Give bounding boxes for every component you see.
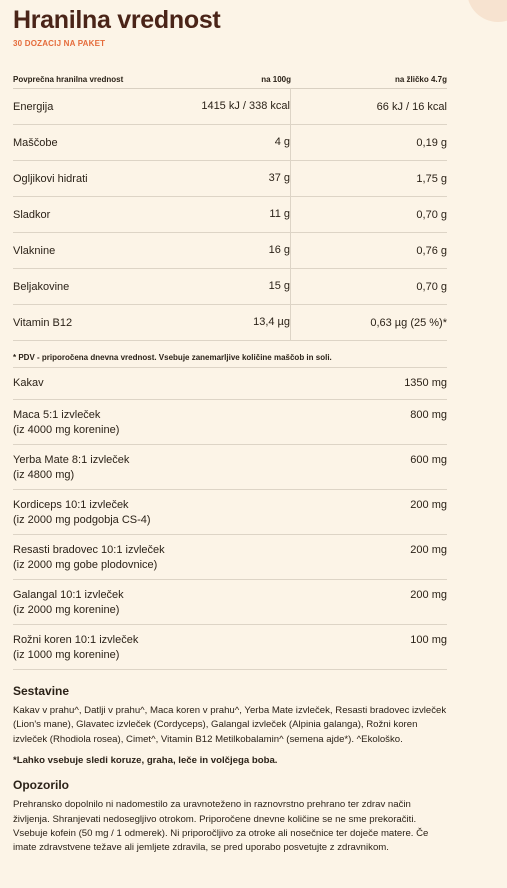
nutrient-per-serving: 0,76 g [416,244,447,257]
ingredient-row [13,368,447,400]
nutrition-row [13,197,447,233]
ingredient-name [13,633,263,669]
ingredient-amount: 200 mg [410,589,447,601]
nutrient-per-100g: 16 g [191,233,291,268]
nutrient-name: Vitamin B12 [13,316,73,329]
ingredient-name [13,408,263,444]
nutrition-table [13,72,447,368]
nutrient-per-serving: 0,63 µg (25 %)* [370,316,447,329]
nutrient-name: Beljakovine [13,280,70,293]
ingredient-line2: (iz 4000 mg korenine) [13,424,120,436]
nutrition-row [13,233,447,269]
nutrition-panel [13,0,447,856]
ingredient-row [13,400,447,445]
nutrient-per-100g: 11 g [191,197,291,232]
header-nutrient: Povprečna hranilna vrednost [13,74,124,84]
ingredient-row [13,445,447,490]
ingredient-row [13,490,447,535]
nutrition-row [13,269,447,305]
ingredient-amount: 1350 mg [404,377,447,389]
header-per-serving: na žličko 4.7g [394,74,447,84]
ingredient-line1: Kordiceps 10:1 izvleček [13,499,129,511]
ingredient-amount: 600 mg [410,454,447,466]
nutrient-name: Ogljikovi hidrati [13,172,88,185]
ingredient-line1: Resasti bradovec 10:1 izvleček [13,544,165,556]
ingredient-name [13,588,263,624]
ingredient-line2: (iz 2000 mg korenine) [13,604,120,616]
nutrient-name: Maščobe [13,136,58,149]
nutrition-table-header [13,72,447,89]
nutrient-per-serving: 1,75 g [416,172,447,185]
ingredient-name [13,376,263,399]
sestavine-text: Kakav v prahu^, Datlji v prahu^, Maca koren v prahu^, Yerba Mate izvleček, Resasti bradovec izvleček (Lion's mane), Glavatec izvleček (Cordyceps), Galangal izvleček (Alpinia galanga), Rožni koren izvleček (Rhodiola rosea), Cimet^, Vitamin B12 Metilkobalamin^ (semena ajde*). ^Ekološko. [13,705,447,745]
ingredient-row [13,625,447,670]
ingredient-amount: 800 mg [410,409,447,421]
nutrient-per-100g: 15 g [191,269,291,304]
ingredient-line2: (iz 1000 mg korenine) [13,649,120,661]
pdv-footnote: * PDV - priporočena dnevna vrednost. Vsebuje zanemarljive količine maščob in soli. [13,349,447,368]
ingredient-name [13,453,263,489]
nutrient-per-100g: 13,4 µg [191,305,291,340]
ingredient-amount: 200 mg [410,544,447,556]
nutrition-row [13,161,447,197]
nutrient-name: Energija [13,100,54,113]
opozorilo-text: Prehransko dopolnilo ni nadomestilo za uravnoteženo in raznovrstno prehrano ter zdrav način življenja. Shranjevati nedosegljivo otrokom. Priporočene dnevne količine se ne sme prekoračiti. Vsebuje kofein (50 mg / 1 odmerek). Ni priporočljivo za otroke ali nosečnice ter doječe matere. Če imate zdravstvene težave ali jemljete zdravila, se pred uporabo posvetujte z zdravnikom. [13,799,429,854]
nutrition-row [13,305,447,341]
corner-decoration [467,0,507,22]
nutrition-row [13,89,447,125]
ingredient-line1: Galangal 10:1 izvleček [13,589,124,601]
nutrient-per-serving: 0,19 g [416,136,447,149]
ingredient-line2: (iz 2000 mg gobe plodovnice) [13,559,158,571]
nutrient-name: Vlaknine [13,244,56,257]
nutrient-name: Sladkor [13,208,51,221]
ingredient-amount: 200 mg [410,499,447,511]
nutrient-per-100g: 37 g [191,161,291,196]
ingredient-line1: Maca 5:1 izvleček [13,409,101,421]
ingredient-line1: Kakav [13,377,44,389]
page-title: Hranilna vrednost [13,6,221,34]
opozorilo-title: Opozorilo [13,778,69,793]
nutrient-per-100g: 1415 kJ / 338 kcal [191,89,291,124]
ingredient-line1: Rožni koren 10:1 izvleček [13,634,139,646]
ingredient-line2: (iz 4800 mg) [13,469,75,481]
ingredient-row [13,535,447,580]
ingredient-amounts [13,368,447,670]
nutrient-per-serving: 0,70 g [416,280,447,293]
nutrient-per-serving: 0,70 g [416,208,447,221]
nutrition-rows [13,89,447,341]
ingredient-amount: 100 mg [410,634,447,646]
ingredient-name [13,498,263,534]
nutrient-per-100g: 4 g [191,125,291,160]
ingredient-row [13,580,447,625]
ingredient-name [13,543,263,579]
sestavine-title: Sestavine [13,684,70,698]
servings-subtitle: 30 DOZACIJ NA PAKET [13,39,106,48]
header-per-100g: na 100g [261,74,291,84]
ingredient-line1: Yerba Mate 8:1 izvleček [13,454,130,466]
allergen-note: *Lahko vsebuje sledi koruze, graha, leče in volčjega boba. [13,755,278,767]
ingredient-line2: (iz 2000 mg podgobja CS-4) [13,514,151,526]
nutrient-per-serving: 66 kJ / 16 kcal [376,100,447,113]
nutrition-row [13,125,447,161]
